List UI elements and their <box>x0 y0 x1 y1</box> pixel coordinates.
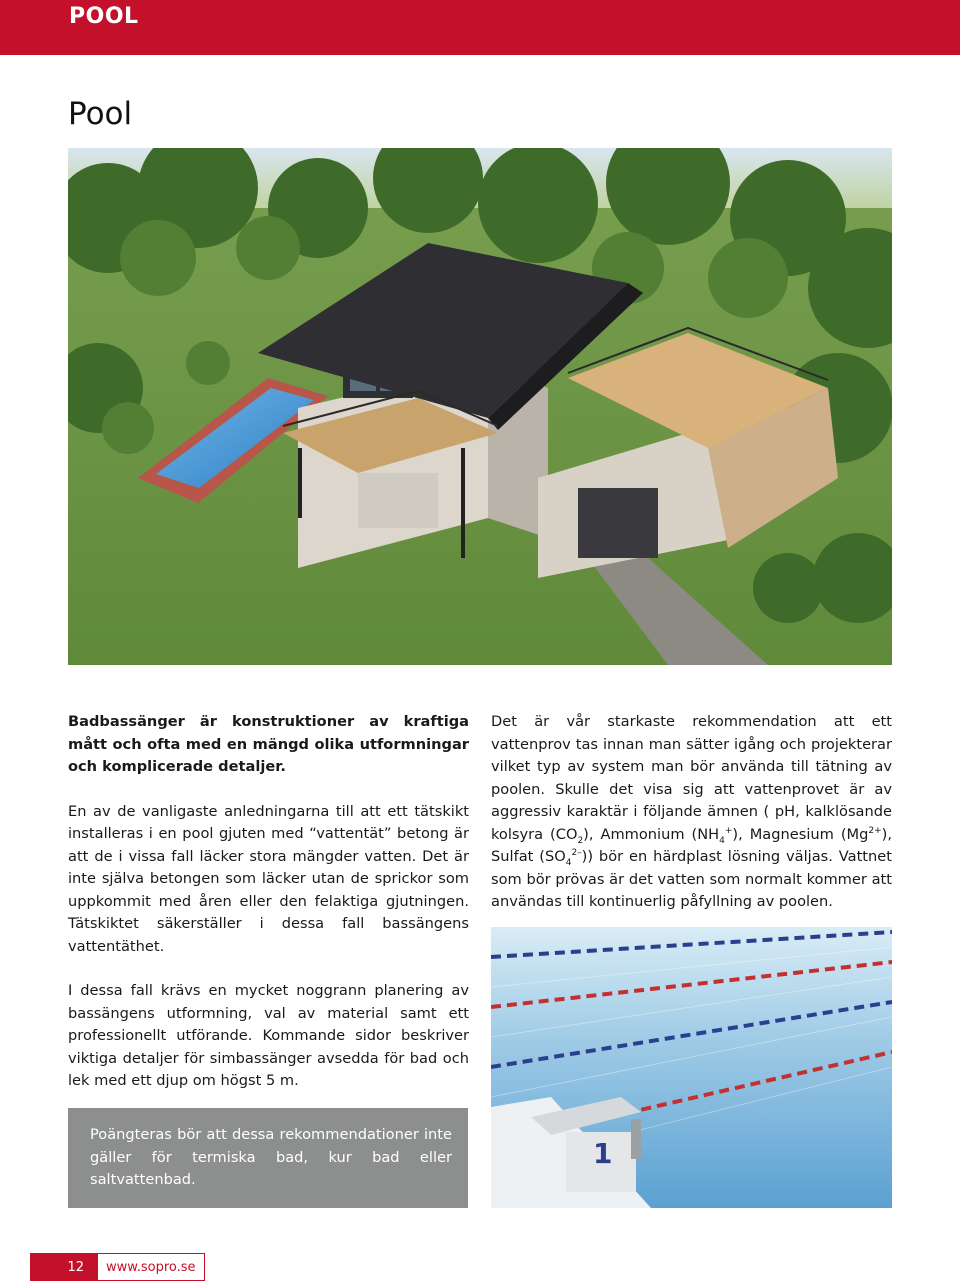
water-test-text-sulfat: ), Sulfat (SO <box>491 825 893 865</box>
water-test-paragraph <box>491 711 892 914</box>
page-title: Pool <box>68 96 133 132</box>
water-test-text-end: )) bör en härdplast lösning väljas. Vattnet som bör prövas är det vatten som normalt kommer att användas till kontinuerlig påfyllning av poolen. <box>491 848 892 910</box>
note-callout <box>68 1108 468 1208</box>
body-paragraph-2: I dessa fall krävs en mycket noggrann planering av bassängens utformning, val av material samt ett professionellt utförande. Kommande sidor beskriver viktiga detaljer för simbassänger avsedda för bad och lek med ett djup om högst 5 m. <box>68 982 469 1089</box>
so4-subscript: 4 <box>565 857 572 868</box>
so4-superscript: 2– <box>571 848 582 859</box>
co2-subscript: 2 <box>577 835 584 846</box>
water-test-text-intro: Det är vår starkaste rekommendation att ett vattenprov tas innan man sätter igång och projekterar vilket typ av system man bör använda till tätning av poolen. Skulle det visa sig att vattenprovet är av aggressiv karaktär i följande ämnen ( pH, kalklösande kolsyra (CO <box>491 713 892 843</box>
footer-website-link[interactable]: www.sopro.se <box>98 1253 205 1281</box>
header-bar <box>0 0 960 55</box>
water-test-text-magnesium: ), Magnesium (Mg <box>732 825 869 843</box>
page-number: 12 <box>30 1253 98 1281</box>
house-with-pool-image <box>68 148 892 665</box>
nh4-superscript: + <box>724 825 733 836</box>
section-label: POOL <box>69 4 139 29</box>
note-callout-text: Poängteras bör att dessa rekommendationer inte gäller för termiska bad, kur bad eller saltvattenbad. <box>90 1126 452 1188</box>
body-paragraph-1: En av de vanligaste anledningarna till att ett tätskikt installeras i en pool gjuten med “vattentät” betong är att de i vissa fall läcker stora mängder vatten. Det är inte själva betongen som läcker utan de sprickor som uppkommit med åren eller den felaktiga gjutningen. Tätskiktet säkerställer i dessa fall bassängens vattentäthet. <box>68 802 469 955</box>
page-footer <box>30 1253 205 1281</box>
left-column <box>68 711 469 1093</box>
water-test-text-ammonium: ), Ammonium (NH <box>583 825 720 843</box>
swimming-pool-image <box>491 927 892 1208</box>
lead-paragraph: Badbassänger är konstruktioner av kraftiga mått och ofta med en mängd olika utformningar och komplicerade detaljer. <box>68 713 469 775</box>
mg-superscript: 2+ <box>868 825 882 836</box>
right-column <box>491 711 892 914</box>
nh4-subscript: 4 <box>719 835 725 846</box>
starting-block-number: 1 <box>593 1137 613 1170</box>
